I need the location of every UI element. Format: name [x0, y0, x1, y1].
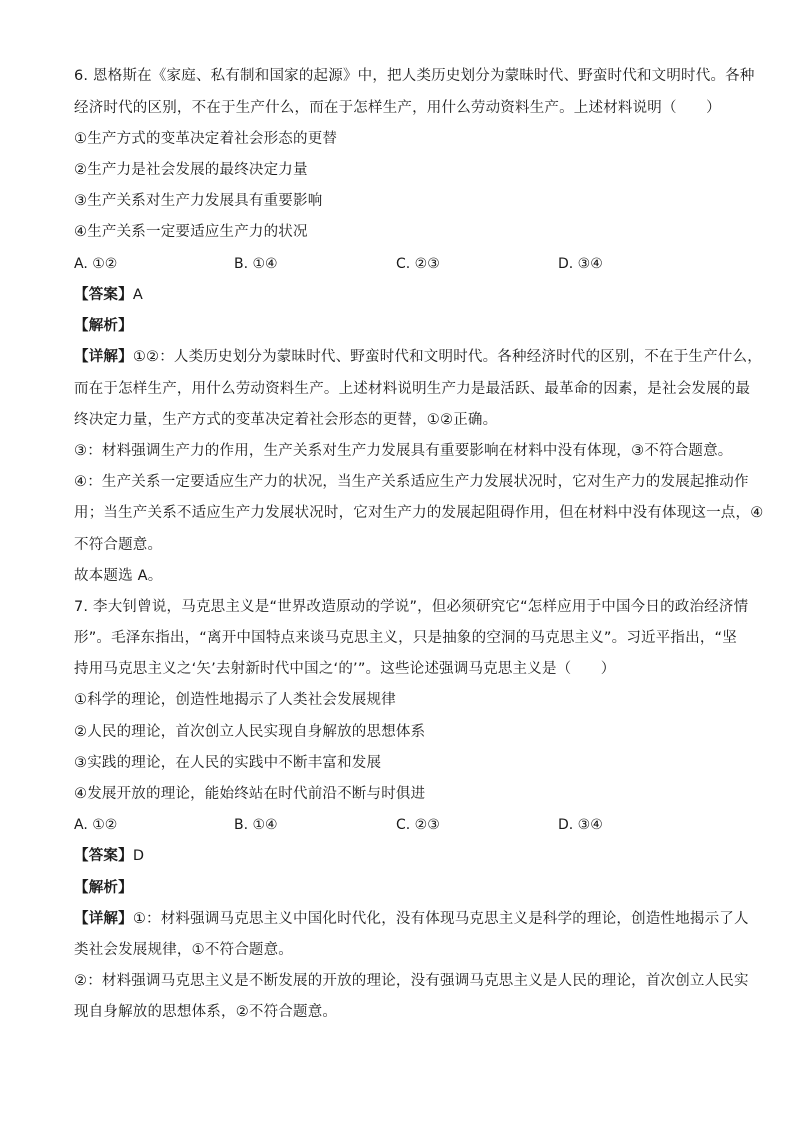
- q7-detail-text-1: ①：材料强调马克思主义中国化时代化，没有体现马克思主义是科学的理论，创造性地揭示了人: [132, 911, 749, 927]
- q6-detail-line-4: ③：材料强调生产力的作用，生产关系对生产力发展具有重要影响在材料中没有体现，③不符合题意。: [74, 443, 733, 459]
- q6-option-a: A. ①②: [74, 256, 118, 272]
- q7-option-b: B. ①④: [234, 817, 278, 833]
- q6-option-b: B. ①④: [234, 256, 278, 272]
- q7-answer-label: 【答案】: [74, 848, 133, 864]
- q6-statement-1: ①生产方式的变革决定着社会形态的更替: [74, 131, 338, 147]
- q6-stem-line-1: 6. 恩格斯在《家庭、私有制和国家的起源》中，把人类历史划分为蒙昧时代、野蛮时代和文明时代。各种: [74, 68, 755, 84]
- q6-answer-label: 【答案】: [74, 287, 133, 303]
- q6-conclusion: 故本题选 A。: [74, 568, 163, 584]
- q6-option-c: C. ②③: [396, 256, 440, 272]
- q7-detail-line-2: 类社会发展规律，①不符合题意。: [74, 942, 293, 958]
- q7-statement-1: ①科学的理论，创造性地揭示了人类社会发展规律: [74, 692, 396, 708]
- q7-statement-4: ④发展开放的理论，能始终站在时代前沿不断与时俱进: [74, 786, 426, 802]
- q7-option-a: A. ①②: [74, 817, 118, 833]
- q6-answer-value: A: [132, 287, 143, 303]
- q7-options: [74, 815, 714, 835]
- q7-analysis-label: 【解析】: [74, 880, 133, 896]
- q6-statement-4: ④生产关系一定要适应生产力的状况: [74, 224, 308, 240]
- q7-detail-line-4: 现自身解放的思想体系，②不符合题意。: [74, 1004, 338, 1020]
- q7-stem-line-3: 持用马克思主义之‘矢’去射新时代中国之‘的’”。这些论述强调马克思主义是（ ）: [74, 661, 616, 677]
- q6-statement-2: ②生产力是社会发展的最终决定力量: [74, 162, 308, 178]
- q7-option-d: D. ③④: [558, 817, 603, 833]
- q7-stem-line-1: 7. 李大钊曾说，马克思主义是“世界改造原动的学说”，但必须研究它“怎样应用于中国今日的政治经济情: [74, 599, 749, 615]
- q6-detail-line-3: 终决定力量，生产方式的变革决定着社会形态的更替，①②正确。: [74, 412, 498, 428]
- q6-detail-line-6: 用；当生产关系不适应生产力发展状况时，它对生产力的发展起阻碍作用，但在材料中没有体现这一点，④: [74, 505, 764, 521]
- q7-detail-line-1: [74, 909, 749, 929]
- q7-answer: [74, 846, 144, 866]
- q7-answer-value: D: [132, 848, 145, 864]
- q6-detail-line-1: [74, 347, 762, 367]
- q6-analysis-label: 【解析】: [74, 318, 133, 334]
- q6-option-d: D. ③④: [558, 256, 603, 272]
- q6-answer: [74, 285, 143, 305]
- q7-detail-line-3: ②：材料强调马克思主义是不断发展的开放的理论，没有强调马克思主义是人民的理论，首次创立人民实: [74, 973, 749, 989]
- q6-stem-line-2: 经济时代的区别，不在于生产什么，而在于怎样生产，用什么劳动资料生产。上述材料说明（ ）: [74, 100, 721, 116]
- q6-detail-label: 【详解】: [74, 349, 133, 365]
- q7-statement-2: ②人民的理论，首次创立人民实现自身解放的思想体系: [74, 724, 426, 740]
- q6-detail-text-1: ①②：人类历史划分为蒙昧时代、野蛮时代和文明时代。各种经济时代的区别，不在于生产什么，: [132, 349, 762, 365]
- q6-options: [74, 254, 714, 274]
- q7-detail-label: 【详解】: [74, 911, 133, 927]
- q6-detail-line-2: 而在于怎样生产，用什么劳动资料生产。上述材料说明生产力是最活跃、最革命的因素，是社会发展的最: [74, 381, 751, 397]
- q7-option-c: C. ②③: [396, 817, 440, 833]
- q6-statement-3: ③生产关系对生产力发展具有重要影响: [74, 193, 323, 209]
- q7-stem-line-2: 形”。毛泽东指出，“离开中国特点来谈马克思主义，只是抽象的空洞的马克思主义”。习近平指出，“坚: [74, 630, 737, 646]
- q6-detail-line-7: 不符合题意。: [74, 537, 163, 553]
- q7-statement-3: ③实践的理论，在人民的实践中不断丰富和发展: [74, 755, 382, 771]
- q6-detail-line-5: ④：生产关系一定要适应生产力的状况，当生产关系适应生产力发展状况时，它对生产力的发展起推动作: [74, 474, 749, 490]
